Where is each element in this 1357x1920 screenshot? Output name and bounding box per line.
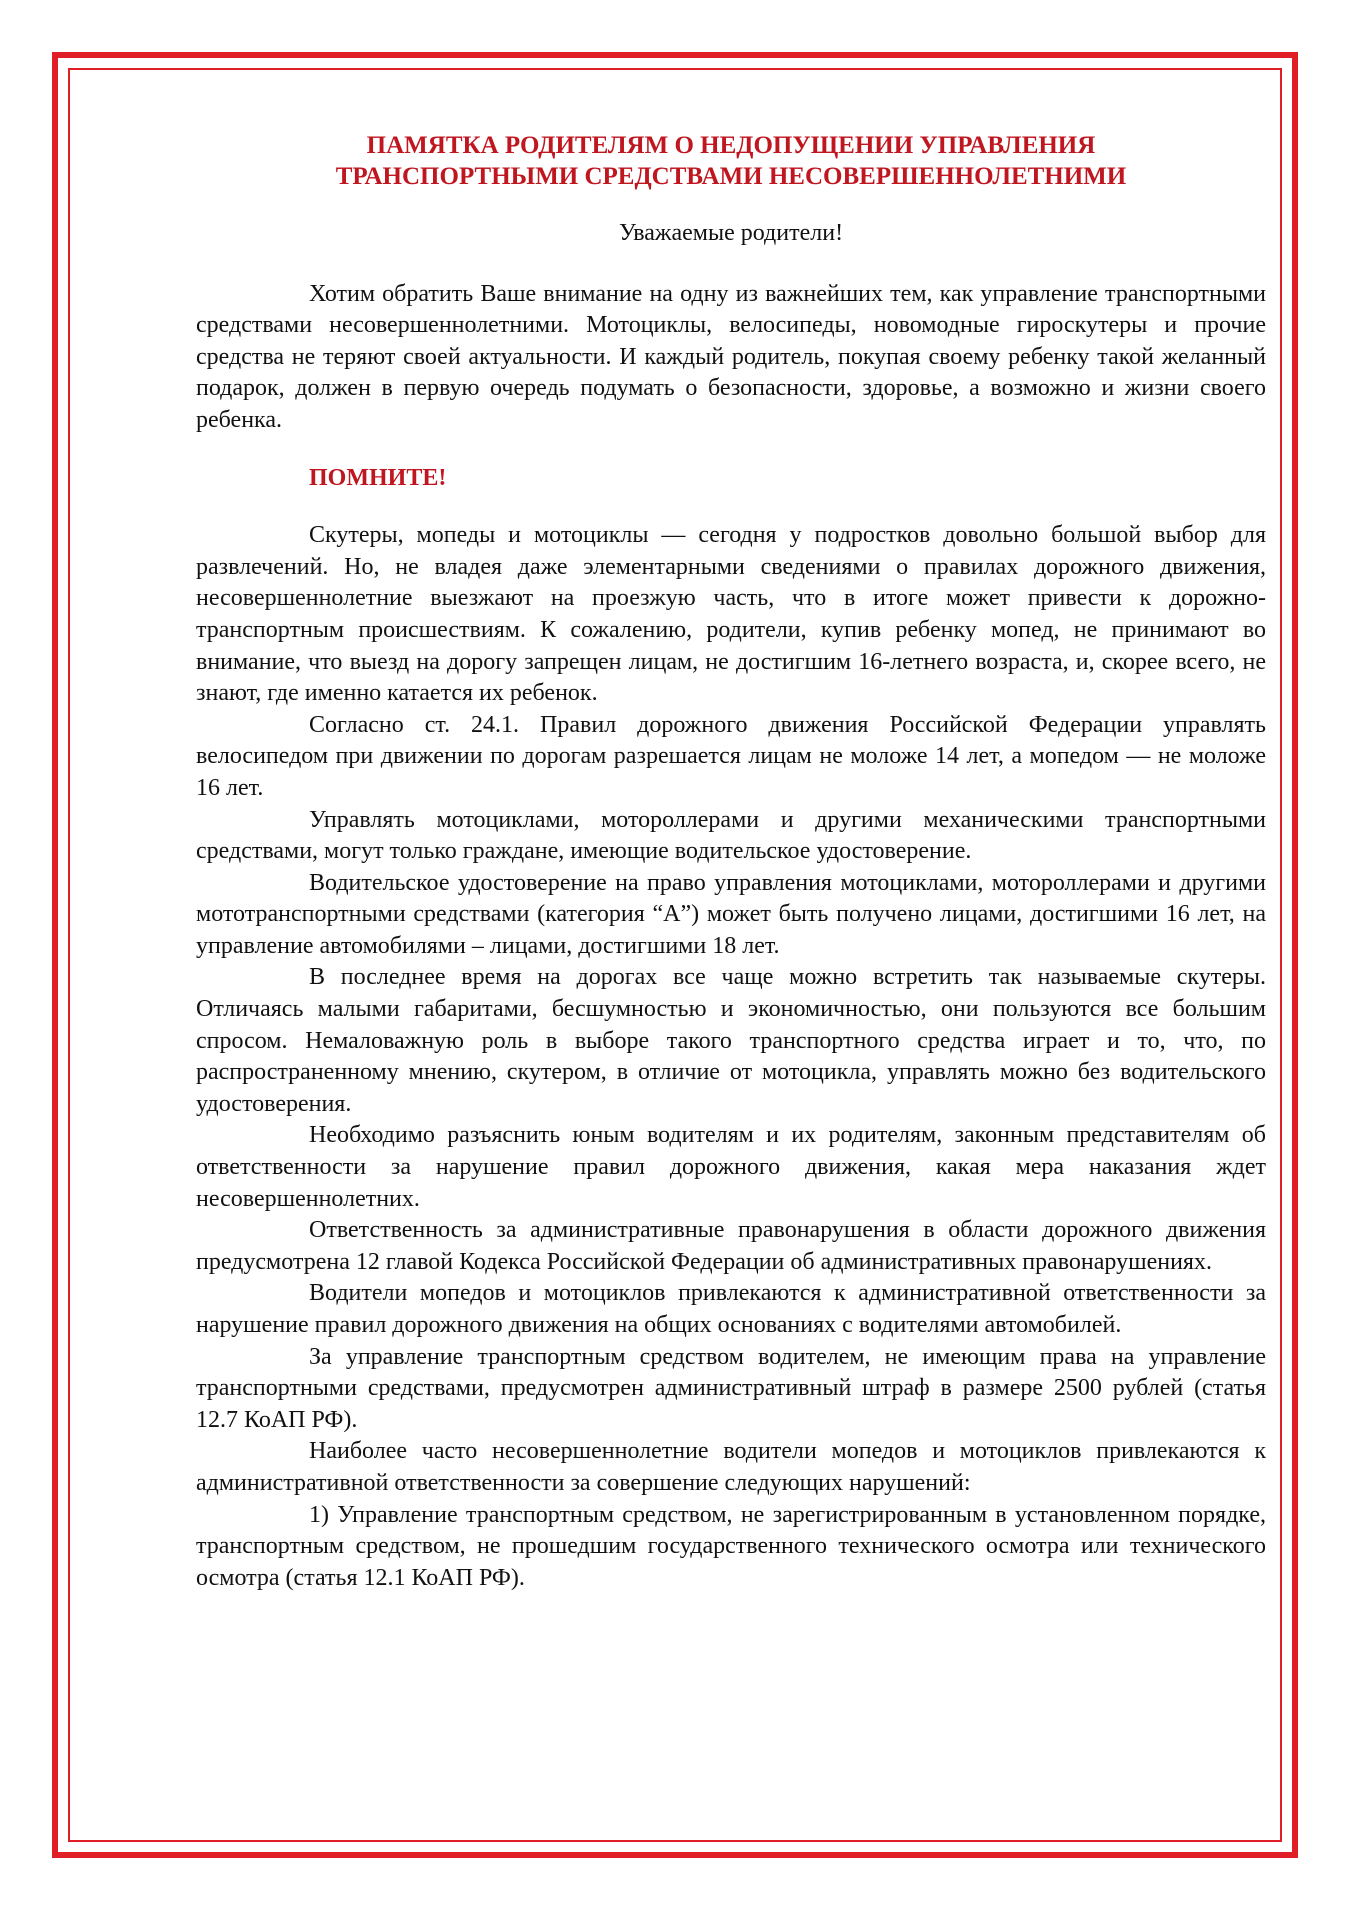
paragraph-8: Водители мопедов и мотоциклов привлекаются к административной ответственности за нарушение правил дорожного движения на общих основаниях с водителями автомобилей.	[196, 1280, 1266, 1338]
title-line-1: ПАМЯТКА РОДИТЕЛЯМ О НЕДОПУЩЕНИИ УПРАВЛЕНИЯ	[366, 132, 1096, 159]
paragraph-4: Водительское удостоверение на право управления мотоциклами, мотороллерами и другими мототранспортными средствами (категория “A”) может быть получено лицами, достигшими 16 лет, на управление автомобилями – лицами, достигшими 18 лет.	[196, 869, 1266, 959]
paragraph-2: Согласно ст. 24.1. Правил дорожного движения Российской Федерации управлять велосипедом при движении по дорогам разрешается лицам не моложе 14 лет, а мопедом — не моложе 16 лет.	[196, 711, 1266, 801]
paragraph-3: Управлять мотоциклами, мотороллерами и другими механическими транспортными средствами, могут только граждане, имеющие водительское удостоверение.	[196, 806, 1266, 865]
paragraph-9: За управление транспортным средством водителем, не имеющим права на управление транспортными средствами, предусмотрен административный штраф в размере 2500 рублей (статья 12.7 КоАП РФ).	[196, 1343, 1266, 1433]
document-title	[196, 130, 1266, 192]
greeting: Уважаемые родители!	[618, 220, 844, 246]
paragraph-6: Необходимо разъяснить юным водителям и их родителям, законным представителям об ответственности за нарушение правил дорожного движения, какая мера наказания ждет несовершеннолетних.	[196, 1122, 1266, 1212]
paragraph-1: Скутеры, мопеды и мотоциклы — сегодня у подростков довольно большой выбор для развлечений. Но, не владея даже элементарными сведениями о правилах дорожного движения, несовершеннолетние выезжают на проезжую часть, что в итоге может привести к дорожно-транспортным происшествиям. К сожалению, родители, купив ребенку мопед, не принимают во внимание, что выезд на дорогу запрещен лицам, не достигшим 16-летнего возраста, и, скорее всего, не знают, где именно катается их ребенок.	[196, 522, 1266, 707]
paragraph-5: В последнее время на дорогах все чаще можно встретить так называемые скутеры. Отличаясь малыми габаритами, бесшумностью и экономичностью, они пользуются все большим спросом. Немаловажную роль в выборе такого транспортного средства играет и то, что, по распространенному мнению, скутером, в отличие от мотоцикла, управлять можно без водительского удостоверения.	[196, 964, 1266, 1117]
paragraph-11: 1) Управление транспортным средством, не зарегистрированным в установленном порядке, транспортным средством, не прошедшим государственного технического осмотра или технического осмотра (статья 12.1 КоАП РФ).	[196, 1501, 1266, 1591]
paragraph-10: Наиболее часто несовершеннолетние водители мопедов и мотоциклов привлекаются к административной ответственности за совершение следующих нарушений:	[196, 1438, 1266, 1496]
title-line-2: ТРАНСПОРТНЫМИ СРЕДСТВАМИ НЕСОВЕРШЕННОЛЕТНИМИ	[335, 163, 1127, 190]
intro-paragraph: Хотим обратить Ваше внимание на одну из важнейших тем, как управление транспортными средствами несовершеннолетними. Мотоциклы, велосипеды, новомодные гироскутеры и прочие средства не теряют своей актуальности. И каждый родитель, покупая своему ребенку такой желанный подарок, должен в первую очередь подумать о безопасности, здоровье, а возможно и жизни своего ребенка.	[196, 280, 1266, 433]
document-body	[196, 130, 1266, 1594]
remember-heading: ПОМНИТЕ!	[309, 464, 447, 491]
paragraph-7: Ответственность за административные правонарушения в области дорожного движения предусмотрена 12 главой Кодекса Российской Федерации об административных правонарушениях.	[196, 1217, 1266, 1275]
